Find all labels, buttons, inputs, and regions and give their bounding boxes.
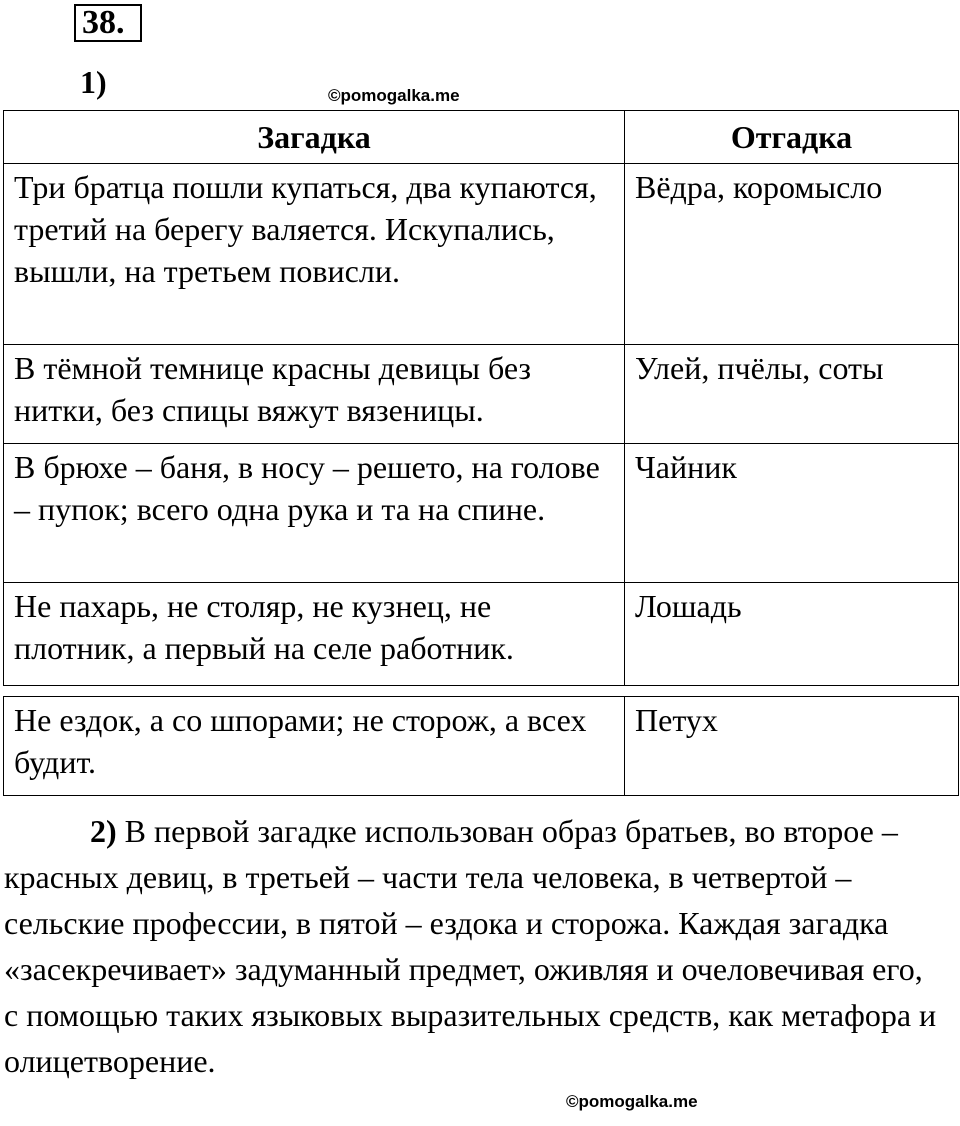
part-2-paragraph [4,808,944,1084]
table-header-row [4,111,959,164]
table-row [4,697,959,796]
answer-cell: Улей, пчёлы, соты [625,345,959,444]
riddles-table [3,110,959,686]
answer-cell: Вёдра, коромысло [625,164,959,345]
header-answer: Отгадка [625,111,959,164]
header-riddle: Загадка [4,111,625,164]
riddle-cell: В брюхе – баня, в носу – решето, на голове – пупок; всего одна рука и та на спине. [4,444,625,583]
table-row [4,583,959,686]
table-row [4,164,959,345]
riddle-cell: Три братца пошли купаться, два купаются, третий на берегу валяется. Искупались, вышли, на третьем повисли. [4,164,625,345]
watermark-bottom: ©pomogalka.me [566,1092,698,1111]
table-row [4,345,959,444]
answer-cell: Чайник [625,444,959,583]
watermark-top: ©pomogalka.me [328,86,460,105]
part-1-label: 1) [80,64,107,100]
table-row [4,444,959,583]
riddle-cell: В тёмной темнице красны девицы без нитки, без спицы вяжут вязеницы. [4,345,625,444]
part-2-label: 2) [90,813,117,849]
part-2-text: В первой загадке использован образ братьев, во второе – красных девиц, в третьей – части тела человека, в четвертой – сельские профессии, в пятой – ездока и сторожа. Каждая загадка «засекречивает» задуманный предмет, оживляя и очеловечивая его, с помощью таких языковых выразительных средств, как метафора и олицетворение. [4,813,937,1079]
riddles-table-continued [3,696,959,796]
task-number: 38. [74,4,142,42]
answer-cell: Петух [625,697,959,796]
answer-cell: Лошадь [625,583,959,686]
riddle-cell: Не пахарь, не столяр, не кузнец, не плотник, а первый на селе работник. [4,583,625,686]
riddle-cell: Не ездок, а со шпорами; не сторож, а всех будит. [4,697,625,796]
